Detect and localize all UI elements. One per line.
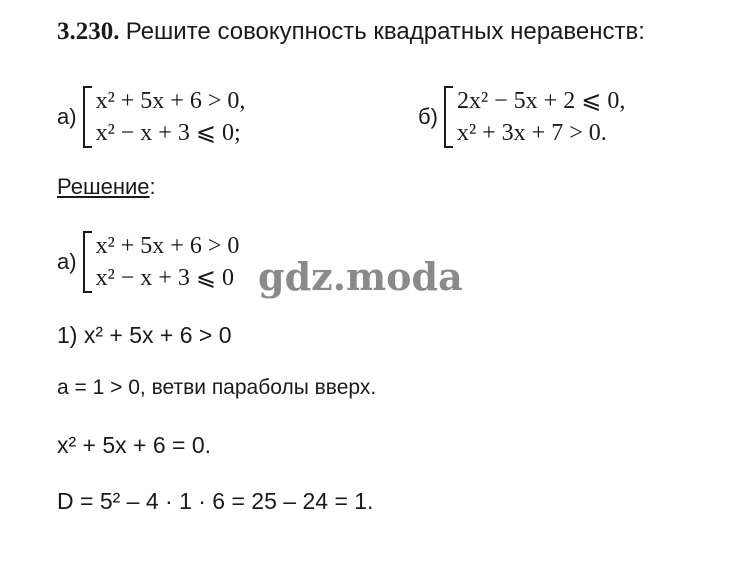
system-b-bracket [444, 86, 453, 148]
step-4: D = 5² – 4 · 1 · 6 = 25 – 24 = 1. [57, 488, 374, 514]
problem-header [57, 18, 645, 46]
watermark: gdz.moda [258, 254, 463, 299]
system-b [418, 86, 625, 148]
system-a-eq1: x² + 5x + 6 > 0, [95, 88, 246, 114]
problem-statement: Решите совокупность квадратных неравенств: [125, 18, 645, 45]
system-b-equations [457, 86, 625, 148]
solution-system-a [57, 231, 239, 293]
system-b-label: б) [418, 104, 438, 129]
problem-number: 3.230. [57, 18, 120, 45]
system-a-equations [96, 86, 246, 148]
step-3: x² + 5x + 6 = 0. [57, 432, 212, 458]
system-b-eq1: 2x² − 5x + 2 ⩽ 0, [456, 88, 626, 114]
step-1: 1) x² + 5x + 6 > 0 [57, 322, 232, 348]
solution-system-label: а) [57, 249, 77, 274]
solution-heading [57, 174, 156, 200]
system-a [57, 86, 245, 148]
step-2: a = 1 > 0, ветви параболы вверх. [57, 376, 377, 399]
system-a-bracket [83, 86, 92, 148]
solution-heading-colon: : [149, 174, 156, 199]
solution-system-eq1: x² + 5x + 6 > 0 [95, 233, 240, 259]
system-a-label: а) [57, 104, 77, 129]
solution-system-equations [96, 231, 240, 293]
solution-heading-text: Решение [57, 174, 150, 199]
solution-system-bracket [83, 231, 92, 293]
solution-system-eq2: x² − x + 3 ⩽ 0 [95, 265, 234, 291]
system-b-eq2: x² + 3x + 7 > 0. [456, 120, 607, 146]
system-a-eq2: x² − x + 3 ⩽ 0; [95, 120, 241, 146]
